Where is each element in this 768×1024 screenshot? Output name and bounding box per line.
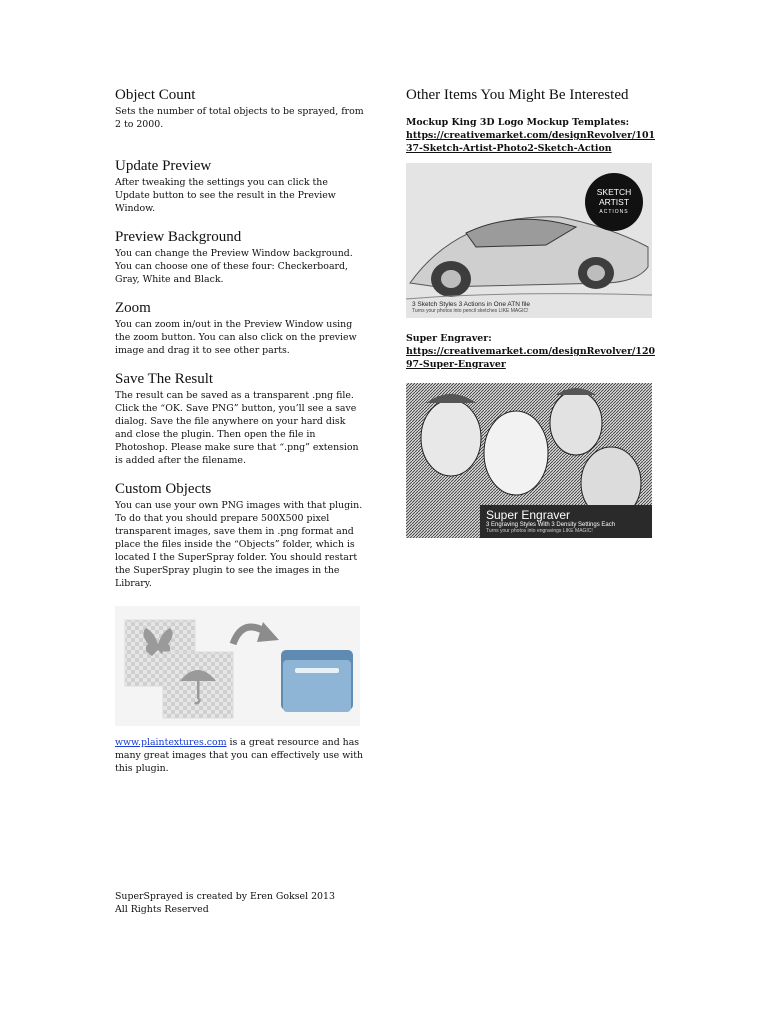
- related-item-super-engraver: [406, 332, 656, 538]
- section-text: You can change the Preview Window background. You can choose one of these four: Checkerboard, Gray, White and Black.: [115, 248, 353, 285]
- section-text: Sets the number of total objects to be sprayed, from 2 to 2000.: [115, 106, 364, 130]
- caption-line: 3 Engraving Styles With 3 Density Settings Each: [486, 522, 616, 528]
- section-title: Preview Background: [115, 229, 242, 245]
- section-title: Save The Result: [115, 371, 214, 387]
- caption-title: Super Engraver: [486, 508, 571, 522]
- footer-line: All Rights Reserved: [115, 904, 209, 915]
- resource-note: [115, 736, 365, 775]
- plaintextures-link[interactable]: www.plaintextures.com: [115, 737, 227, 748]
- resource-text: is a great resource and has many great images that you can effectively use with this plugin.: [115, 737, 364, 774]
- section-title: Update Preview: [115, 158, 212, 174]
- item-url-link[interactable]: https://creativemarket.com/designRevolver/10137-Sketch-Artist-Photo2-Sketch-Action: [406, 130, 655, 154]
- caption-line: Turns your photos into pencil sketches LIKE MAGIC!: [412, 308, 529, 314]
- right-column: [406, 86, 656, 552]
- badge-line: ACTIONS: [599, 209, 629, 215]
- super-engraver-image[interactable]: [406, 383, 652, 538]
- badge-line: ARTIST: [598, 197, 630, 207]
- section-title: Object Count: [115, 87, 196, 103]
- left-column: [115, 86, 365, 775]
- section-text: After tweaking the settings you can click the Update button to see the result in the Preview Window.: [115, 177, 336, 214]
- sketch-artist-image[interactable]: [406, 163, 652, 318]
- custom-objects-illustration: [115, 606, 355, 726]
- caption-line: Turns your photos into engravings LIKE MAGIC!: [486, 528, 593, 534]
- engraver-caption: [480, 505, 652, 538]
- section-save-result: [115, 370, 365, 467]
- related-item-sketch-artist: [406, 116, 656, 318]
- item-url-link[interactable]: https://creativemarket.com/designRevolver/12097-Super-Engraver: [406, 346, 655, 370]
- section-title: Zoom: [115, 300, 151, 316]
- sketch-artist-badge: [585, 173, 643, 231]
- section-object-count: [115, 86, 365, 131]
- section-text: You can zoom in/out in the Preview Window using the zoom button. You can also click on the preview image and drag it to see other parts.: [115, 319, 357, 356]
- caption-line: 3 Sketch Styles 3 Actions in One ATN file: [412, 301, 531, 308]
- sketch-caption: [406, 301, 652, 318]
- item-label: Mockup King 3D Logo Mockup Templates:: [406, 117, 630, 128]
- footer: [115, 890, 335, 916]
- section-custom-objects: [115, 480, 365, 590]
- section-zoom: [115, 299, 365, 357]
- section-text: You can use your own PNG images with that plugin. To do that you should prepare 500X500 pixel transparent images, save them in .png format and place the files inside the “Objects” folder, which is located I the SuperSpray folder. You should restart the SuperSpray plugin to see the images in the Library.: [115, 500, 363, 589]
- section-preview-background: [115, 228, 365, 286]
- related-items-heading: Other Items You Might Be Interested: [406, 87, 629, 103]
- section-update-preview: [115, 157, 365, 215]
- section-text: The result can be saved as a transparent .png file. Click the “OK. Save PNG” button, you’ll see a save dialog. Save the file anywhere on your hard disk and close the plugin. Then open the file in Photoshop. Please make sure that “.png” extension is added after the filename.: [115, 390, 359, 466]
- section-title: Custom Objects: [115, 481, 212, 497]
- badge-line: SKETCH: [596, 187, 632, 197]
- objects-to-folder-icon: [115, 606, 360, 726]
- item-label: Super Engraver:: [406, 333, 492, 344]
- footer-line: SuperSprayed is created by Eren Goksel 2013: [115, 891, 335, 902]
